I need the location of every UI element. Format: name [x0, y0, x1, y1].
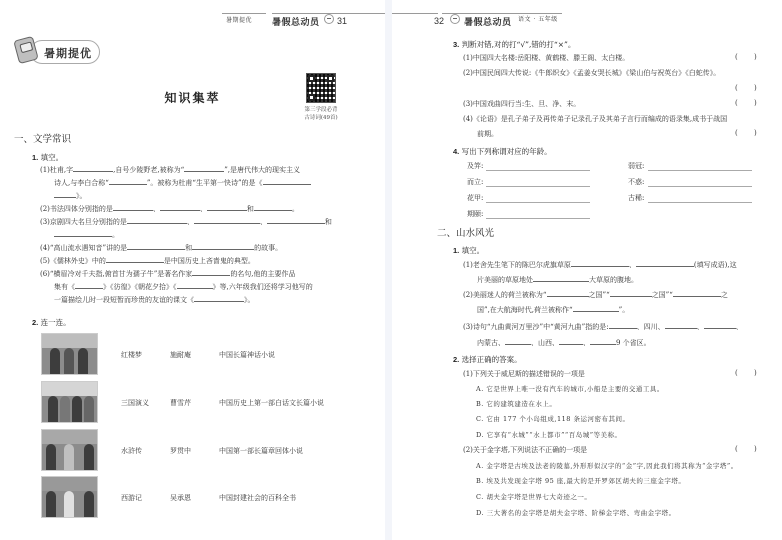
age-term: 而立:: [467, 178, 484, 186]
item-text: ”。: [618, 306, 630, 314]
header-brand: 暑假总动员: [272, 18, 320, 28]
blank-field[interactable]: [109, 177, 147, 185]
conjunction: 和: [246, 205, 254, 213]
choice-option[interactable]: D. 它享有“水城”“水上都市”“百岛城”等美称。: [476, 431, 622, 439]
judge-item: [463, 53, 629, 63]
separator: 、: [583, 339, 590, 347]
page-number: 32: [434, 16, 445, 26]
mascot-icon: [324, 14, 334, 30]
author-name[interactable]: 曹雪芹: [170, 399, 191, 407]
blank-field[interactable]: [636, 259, 694, 267]
blank-field[interactable]: [127, 216, 187, 224]
item-text: 9 个省区。: [616, 339, 651, 347]
blank-field[interactable]: [54, 229, 112, 237]
age-term: 不惑:: [628, 178, 645, 186]
item-id: (1): [463, 261, 473, 269]
choice-option[interactable]: B. 它的建筑建造在水上。: [476, 400, 557, 408]
book-title[interactable]: 三国演义: [121, 399, 149, 407]
item-text: 》《彷徨》《朝花夕拾》《: [103, 283, 177, 291]
item-text: 之国”“: [588, 291, 610, 299]
item-text: 《儒林外史》中的: [49, 257, 106, 265]
question-number: 4.: [453, 147, 460, 156]
drama-still-image: [41, 476, 98, 518]
badge-label: 暑期提优: [44, 47, 92, 60]
blank-field[interactable]: [263, 177, 311, 185]
choice-question: [463, 445, 587, 455]
fill-item-2: [40, 203, 299, 214]
choice-question: [463, 369, 585, 379]
qr-caption-line: 古诗词(49首): [304, 115, 338, 121]
page-header: [226, 15, 252, 31]
header-tag: 暑期提优: [226, 17, 253, 24]
fill-item-6-line2: [54, 281, 313, 292]
question-2: [453, 354, 522, 365]
fill-item-3: [463, 321, 743, 332]
section-badge: [10, 38, 100, 68]
item-text: ”。被称为杜甫“生平第一快诗”的是《: [146, 179, 263, 187]
question-number: 2.: [32, 318, 39, 327]
item-text: 京剧四大名旦分别指的是: [49, 218, 127, 226]
blank-field[interactable]: [673, 289, 721, 297]
section-heading: 一、文学常识: [14, 134, 72, 145]
item-text: 大草原的腹地。: [589, 276, 638, 284]
fill-item-2: [463, 289, 728, 300]
item-text: 的故事。: [254, 244, 283, 252]
blank-field[interactable]: [573, 304, 619, 312]
blank-field[interactable]: [160, 203, 200, 211]
choice-option[interactable]: C. 它由 177 个小岛组成,118 条运河密布其间。: [476, 415, 630, 423]
blank-field[interactable]: [184, 164, 224, 172]
page-title: 知识集萃: [164, 91, 221, 105]
fill-item-3-line2: [477, 337, 651, 348]
answer-box[interactable]: ( ): [735, 445, 757, 453]
item-text: “高山流水遇知音”讲的是: [49, 244, 128, 252]
judge-item-line2: 前期。: [477, 130, 498, 138]
age-term: 花甲:: [467, 194, 484, 202]
item-id: (3): [463, 323, 473, 331]
drama-still-image: [41, 381, 98, 423]
answer-box[interactable]: ( ): [735, 84, 757, 92]
item-id: (2): [463, 291, 473, 299]
question-1: [453, 245, 484, 256]
answer-line[interactable]: [648, 170, 752, 171]
question-prompt: 填空。: [461, 246, 485, 255]
punctuation: 。: [112, 231, 119, 239]
item-id: (5): [40, 257, 50, 265]
separator: 、: [186, 218, 194, 226]
item-id: (3): [463, 100, 473, 108]
judge-item: [463, 68, 720, 78]
header-rule: [222, 13, 266, 14]
item-id: (2): [463, 69, 473, 77]
item-text: 之: [720, 291, 728, 299]
page-number: 31: [337, 16, 348, 26]
book-title[interactable]: 水浒传: [121, 447, 142, 455]
item-text: 内蒙古、: [477, 339, 505, 347]
question-number: 1.: [32, 153, 39, 162]
separator: 、: [628, 261, 636, 269]
item-id: (1): [463, 54, 473, 62]
item-id: (2): [463, 446, 473, 454]
blank-field[interactable]: [75, 281, 103, 289]
answer-box[interactable]: ( ): [735, 369, 757, 377]
blank-field[interactable]: [106, 255, 164, 263]
question-stem: 下列关于威尼斯的描述错误的一项是: [472, 370, 585, 378]
author-name[interactable]: 施耐庵: [170, 351, 191, 359]
qr-code[interactable]: [306, 73, 336, 103]
separator: 、: [735, 323, 743, 331]
left-page: [0, 0, 385, 540]
choice-option[interactable]: D. 三大著名的金字塔是胡夫金字塔、阶梯金字塔、弯曲金字塔。: [476, 509, 676, 517]
question-prompt: 选择正确的答案。: [461, 355, 522, 364]
answer-line[interactable]: [486, 218, 590, 219]
blank-field[interactable]: [609, 321, 637, 329]
item-text: ,自号少陵野老,被称为“: [113, 166, 185, 174]
item-text: ”,是唐代伟大的现实主义: [224, 166, 300, 174]
choice-option[interactable]: B. 埃及共发现金字塔 95 座,最大的是开罗郊区胡夫的三座金字塔。: [476, 477, 686, 485]
question-prompt: 连一连。: [40, 318, 71, 327]
item-text: 集有《: [54, 283, 75, 291]
blank-field[interactable]: [194, 216, 260, 224]
item-text: 诗句“九曲黄河万里沙”中“黄河九曲”指的是:: [472, 323, 609, 331]
author-name[interactable]: 罗贯中: [170, 447, 191, 455]
item-id: (4): [40, 244, 50, 252]
blank-field[interactable]: [559, 337, 583, 345]
book-description[interactable]: 中国第一部长篇章回体小说: [219, 447, 303, 455]
item-text: 中国民间四大传说:《牛郎织女》《孟姜女哭长城》《梁山伯与祝英台》《白蛇传》。: [472, 69, 721, 77]
blank-field[interactable]: [571, 259, 629, 267]
item-text: 的名句,他的主要作品: [230, 270, 296, 278]
item-text: 老舍先生笔下的陈巴尔虎旗草原: [472, 261, 571, 269]
separator: 、: [259, 218, 267, 226]
item-text: 杜甫,字: [49, 166, 74, 174]
fill-item-1: [463, 259, 737, 270]
conjunction: 和: [185, 244, 193, 252]
item-id: (4): [463, 115, 473, 123]
book-description[interactable]: 中国长篇神话小说: [219, 351, 275, 359]
item-text: “横眉冷对千夫指,俯首甘为孺子牛”是著名作家: [49, 270, 193, 278]
fill-item-6-line3: [54, 294, 255, 305]
answer-box[interactable]: ( ): [735, 53, 757, 61]
page-gutter: [385, 0, 392, 540]
fill-item-1-line2: [54, 177, 311, 188]
answer-line[interactable]: [648, 202, 752, 203]
blank-field[interactable]: [73, 164, 113, 172]
header-subject: 语文 · 五年级: [518, 16, 558, 23]
item-text: 美丽迷人的荷兰被称为“: [472, 291, 547, 299]
fill-item-1-line2: [477, 274, 638, 285]
blank-field[interactable]: [704, 321, 736, 329]
item-text: 》等,六年级我们还将学习他写的: [212, 283, 313, 291]
item-text: 、山西、: [531, 339, 559, 347]
blank-field[interactable]: [54, 190, 76, 198]
judge-item: [463, 99, 580, 109]
separator: 、: [199, 205, 207, 213]
blank-field[interactable]: [665, 321, 697, 329]
book-title[interactable]: 红楼梦: [121, 351, 142, 359]
answer-box[interactable]: ( ): [735, 99, 757, 107]
author-name[interactable]: 吴承恩: [170, 494, 191, 502]
header-brand: 暑假总动员: [464, 18, 512, 28]
robot-icon: [13, 36, 39, 64]
question-3: [453, 39, 575, 50]
choice-option[interactable]: C. 胡夫金字塔是世界七大奇迹之一。: [476, 493, 592, 501]
book-description[interactable]: 中国封建社会的百科全书: [219, 494, 296, 502]
blank-field[interactable]: [207, 203, 247, 211]
blank-field[interactable]: [192, 242, 254, 250]
answer-line[interactable]: [648, 186, 752, 187]
item-id: (2): [40, 205, 50, 213]
blank-field[interactable]: [194, 294, 244, 302]
question-2: [32, 317, 71, 328]
fill-item-2-line2: [477, 304, 629, 315]
age-term: 弱冠:: [628, 162, 645, 170]
section-heading: 二、山水风光: [437, 228, 495, 239]
blank-field[interactable]: [127, 242, 185, 250]
page-header-brand: [464, 15, 512, 31]
qr-caption-line: 第三学段必背: [304, 107, 338, 113]
question-prompt: 写出下列称谓对应的年龄。: [461, 147, 552, 156]
question-prompt: 判断对错,对的打“√”,错的打“×”。: [461, 40, 576, 49]
question-number: 3.: [453, 40, 460, 49]
item-text: 国”,在大航海时代,荷兰被称作“: [477, 306, 573, 314]
answer-line[interactable]: [486, 202, 590, 203]
mascot-icon: [450, 14, 460, 30]
blank-field[interactable]: [533, 274, 589, 282]
item-text: 诗人,与李白合称“: [54, 179, 109, 187]
fill-item-3: [40, 216, 332, 227]
separator: 、: [696, 323, 704, 331]
blank-field[interactable]: [113, 203, 153, 211]
judge-item: [463, 114, 727, 124]
item-text: 之国”“: [651, 291, 673, 299]
conjunction: 和: [324, 218, 332, 226]
answer-line[interactable]: [486, 186, 590, 187]
blank-field[interactable]: [254, 203, 292, 211]
drama-still-image: [41, 429, 98, 471]
item-text: 片美丽的草原地处: [477, 276, 533, 284]
item-text: 是中国历史上吝啬鬼的典型。: [163, 257, 255, 265]
blank-field[interactable]: [590, 337, 616, 345]
item-text: 《论语》是孔子弟子及再传弟子记录孔子及其弟子言行而编成的语录集,成书于战国: [472, 115, 728, 123]
item-text: 书法四体分别指的是: [49, 205, 113, 213]
qr-caption: [296, 106, 346, 122]
item-id: (6): [40, 270, 50, 278]
right-page: [392, 0, 782, 540]
item-text: (填写成语),这: [693, 261, 737, 269]
question-stem: 关于金字塔,下列说法不正确的一项是: [472, 446, 588, 454]
choice-option[interactable]: A. 它是世界上唯一没有汽车的城市,小船是主要的交通工具。: [476, 385, 664, 393]
drama-still-image: [41, 333, 98, 375]
question-prompt: 填空。: [40, 153, 64, 162]
age-term: 期颐:: [467, 210, 484, 218]
item-id: (1): [40, 166, 50, 174]
page-header-brand: [272, 15, 320, 31]
blank-field[interactable]: [610, 289, 652, 297]
fill-item-1: [40, 164, 300, 175]
blank-field[interactable]: [267, 216, 325, 224]
fill-item-1-line3: [54, 190, 87, 201]
item-text: 中国戏曲四行当:生、旦、净、末。: [472, 100, 581, 108]
age-term: 古稀:: [628, 194, 645, 202]
header-rule: [392, 13, 438, 14]
punctuation: 。: [291, 205, 299, 213]
age-term: 及笄:: [467, 162, 484, 170]
blank-field[interactable]: [192, 268, 230, 276]
item-text: 》。: [76, 192, 87, 200]
question-1: [32, 152, 63, 163]
fill-item-4: [40, 242, 282, 253]
answer-box[interactable]: ( ): [735, 129, 757, 137]
item-text: 一篇描绘儿时一段短暂而珍贵的友谊的课文《: [54, 296, 194, 304]
choice-option[interactable]: A. 金字塔是古埃及法老的陵墓,外形形似汉字的“金”字,因此我们将其称为“金字塔”。: [476, 462, 738, 470]
book-title[interactable]: 西游记: [121, 494, 142, 502]
page-header-subject: [518, 14, 558, 30]
blank-field[interactable]: [547, 289, 589, 297]
question-4: [453, 146, 552, 157]
item-text: 、四川、: [636, 323, 665, 331]
blank-field[interactable]: [505, 337, 531, 345]
fill-item-5: [40, 255, 255, 266]
fill-item-3-line2: [54, 229, 119, 240]
fill-item-6: [40, 268, 296, 279]
item-id: (3): [40, 218, 50, 226]
item-text: 中国四大名楼:岳阳楼、黄鹤楼、滕王阁、太白楼。: [472, 54, 630, 62]
book-description[interactable]: 中国历史上第一部白话文长篇小说: [219, 399, 324, 407]
question-number: 1.: [453, 246, 460, 255]
answer-line[interactable]: [486, 170, 590, 171]
item-id: (1): [463, 370, 473, 378]
item-text: 》。: [244, 296, 255, 304]
question-number: 2.: [453, 355, 460, 364]
blank-field[interactable]: [177, 281, 213, 289]
separator: 、: [152, 205, 160, 213]
